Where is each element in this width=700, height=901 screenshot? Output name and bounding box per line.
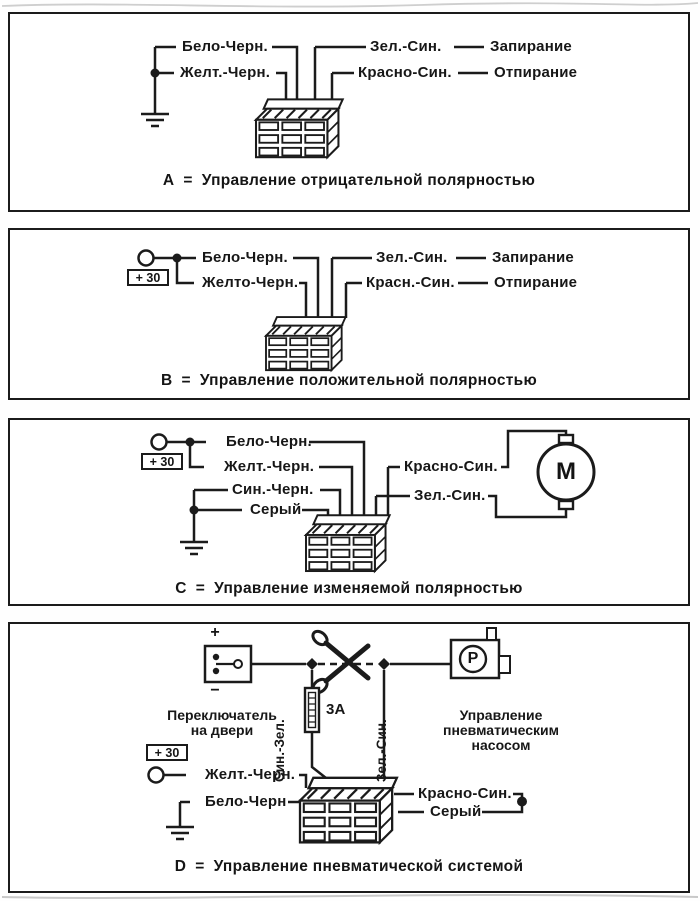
wire-label-white-black: Бело-Черн. — [202, 249, 288, 266]
ground-icon — [180, 542, 208, 554]
panel-a-caption: А = Управление отрицательной полярностью — [162, 172, 536, 189]
wire-label-yellow-black: Желто-Черн. — [202, 274, 299, 291]
function-label-unlock: Отпирание — [494, 64, 578, 81]
terminal-30-badge: + 30 — [141, 453, 183, 470]
scissors-icon — [310, 629, 368, 696]
wire-label-red-blue: Красно-Син. — [358, 64, 452, 81]
panel-b — [8, 228, 690, 400]
ground-terminal-icon — [166, 802, 194, 839]
fuse-rating-label: 3A — [326, 701, 346, 718]
panel-c — [8, 418, 690, 606]
junction-dot — [151, 69, 160, 78]
fuse-icon — [305, 670, 319, 732]
wire-label-blue-green-vertical: Син.-Зел. — [272, 719, 287, 782]
function-label-unlock: Отпирание — [494, 274, 578, 291]
junction-dot — [378, 658, 390, 670]
connector-icon — [300, 778, 397, 843]
connector-icon — [256, 99, 343, 157]
panel-c-diagram — [10, 420, 687, 603]
wire-label-gray: Серый — [430, 803, 482, 820]
wire-label-gray: Серый — [250, 501, 302, 518]
switch-plus-sign: + — [210, 624, 220, 641]
panel-d-diagram — [10, 624, 687, 890]
ground-terminal-icon — [180, 490, 242, 554]
connector-icon — [266, 317, 346, 370]
pump-letter: Р — [467, 650, 479, 667]
wire-label-white-black: Бело-Черн — [205, 793, 287, 810]
panel-d — [8, 622, 690, 893]
wire-label-green-blue: Зел.-Син. — [376, 249, 448, 266]
wire-label-red-blue: Красно-Син. — [404, 458, 498, 475]
terminal-30-badge: + 30 — [127, 269, 169, 286]
wire-label-yellow-black: Желт.-Черн. — [224, 458, 315, 475]
pump-label: Управление пневматическим насосом — [442, 707, 560, 753]
wire-label-green-blue: Зел.-Син. — [414, 487, 486, 504]
wire-label-red-blue: Красн.-Син. — [366, 274, 455, 291]
wire-label-white-black: Бело-Черн. — [182, 38, 268, 55]
terminal-30-badge: + 30 — [146, 744, 188, 761]
junction-dot — [306, 658, 318, 670]
plus-terminal-icon — [149, 768, 187, 783]
door-switch-label: Переключатель на двери — [167, 707, 277, 738]
motor-letter: М — [556, 458, 576, 485]
function-label-lock: Запирание — [490, 38, 572, 55]
wire-label-green-blue-vertical: Зел.-Син. — [374, 719, 389, 782]
wire-label-green-blue: Зел.-Син. — [370, 38, 442, 55]
wire-fuse-to-connector — [312, 732, 326, 778]
panel-a — [8, 12, 690, 212]
wire-label-yellow-black: Желт.-Черн. — [180, 64, 271, 81]
junction-dot — [190, 506, 199, 515]
junction-dot — [517, 797, 527, 807]
ground-icon — [166, 827, 194, 839]
ground-terminal-icon — [141, 47, 176, 126]
junction-dot — [173, 254, 182, 263]
panel-b-caption: В = Управление положительной полярностью — [160, 372, 538, 389]
wire-label-red-blue: Красно-Син. — [418, 785, 512, 802]
wire-label-yellow-black: Желт.-Черн. — [205, 766, 296, 783]
panel-c-caption: С = Управление изменяемой полярностью — [175, 580, 523, 597]
door-switch-icon — [205, 646, 251, 682]
connector-icon — [306, 515, 390, 571]
wire-label-blue-black: Син.-Черн. — [232, 481, 314, 498]
wire-label-white-black: Бело-Черн. — [226, 433, 312, 450]
function-label-lock: Запирание — [492, 249, 574, 266]
junction-dot — [186, 438, 195, 447]
panel-d-caption: D = Управление пневматической системой — [174, 858, 524, 875]
switch-minus-sign: − — [210, 682, 220, 699]
ground-icon — [141, 114, 169, 126]
